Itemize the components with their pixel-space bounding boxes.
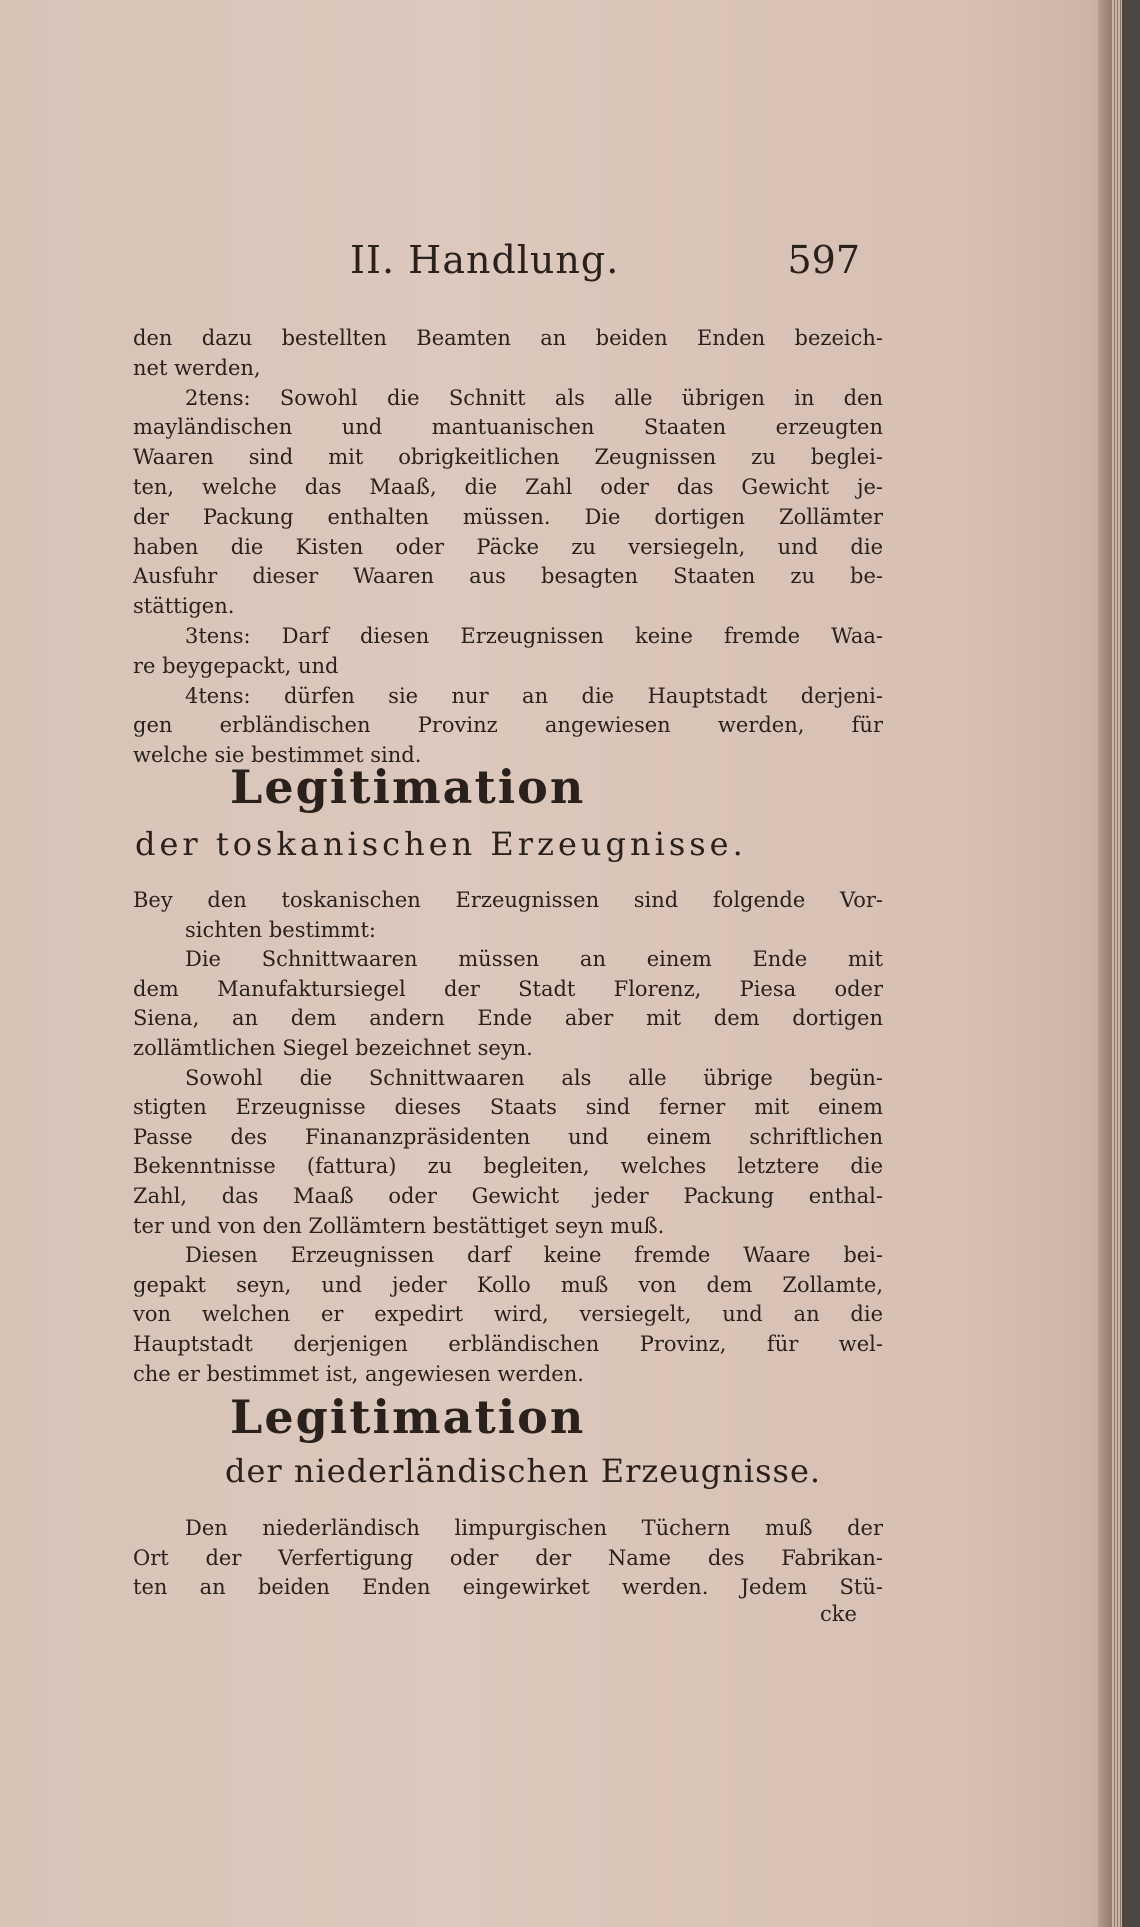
text-line: Diesen Erzeugnissen darf keine fremde Waare bei-: [185, 1243, 883, 1268]
section-subheading-2: der niederländischen Erzeugnisse.: [225, 1452, 822, 1490]
text-line: haben die Kisten oder Päcke zu versiegeln, und die: [133, 534, 883, 559]
text-line: sichten bestimmt:: [185, 917, 376, 942]
text-line: den dazu bestellten Beamten an beiden Enden bezeich-: [133, 326, 883, 350]
text-line: welche sie bestimmet sind.: [133, 743, 422, 768]
text-line: Den niederländisch limpurgischen Tüchern muß der: [185, 1516, 883, 1540]
text-line: Siena, an dem andern Ende aber mit dem dortigen: [133, 1006, 883, 1031]
text-line: Ort der Verfertigung oder der Name des Fabrikan-: [133, 1545, 883, 1570]
text-line: Bekenntnisse (fattura) zu begleiten, welches letztere die: [133, 1154, 883, 1179]
book-cover-edge: [1122, 0, 1140, 1927]
text-line: Hauptstadt derjenigen erbländischen Provinz, für wel-: [133, 1332, 883, 1356]
text-line: ten, welche das Maaß, die Zahl oder das Gewicht je-: [133, 475, 883, 499]
text-line: mayländischen und mantuanischen Staaten erzeugten: [133, 415, 883, 440]
page-fore-edge: [1112, 0, 1122, 1927]
text-line: stättigen.: [133, 594, 235, 619]
text-line: zollämtlichen Siegel bezeichnet seyn.: [133, 1036, 533, 1060]
text-line: ten an beiden Enden eingewirket werden. Jedem Stü-: [133, 1575, 883, 1600]
text-line: Waaren sind mit obrigkeitlichen Zeugnissen zu beglei-: [133, 445, 883, 470]
running-header: [130, 238, 860, 288]
page-number: 597: [787, 238, 860, 282]
text-line: Sowohl die Schnittwaaren als alle übrige begün-: [185, 1065, 883, 1090]
catchword: cke: [820, 1602, 857, 1626]
text-line: Ausfuhr dieser Waaren aus besagten Staaten zu be-: [133, 564, 883, 589]
text-line: gen erbländischen Provinz angewiesen werden, für: [133, 713, 883, 738]
text-line: der Packung enthalten müssen. Die dortigen Zollämter: [133, 504, 883, 529]
text-line: che er bestimmet ist, angewiesen werden.: [133, 1361, 584, 1386]
text-line: 3tens: Darf diesen Erzeugnissen keine fremde Waa-: [185, 624, 883, 648]
text-line: von welchen er expedirt wird, versiegelt, und an die: [133, 1302, 883, 1327]
section-subheading-1: der toskanischen Erzeugnisse.: [135, 825, 747, 863]
text-line: 4tens: dürfen sie nur an die Hauptstadt derjeni-: [185, 683, 883, 708]
text-line: Bey den toskanischen Erzeugnissen sind folgende Vor-: [133, 888, 883, 912]
running-title: II. Handlung.: [350, 238, 620, 282]
text-line: Die Schnittwaaren müssen an einem Ende mit: [185, 947, 883, 972]
text-line: dem Manufaktursiegel der Stadt Florenz, Piesa oder: [133, 976, 883, 1001]
text-line: Zahl, das Maaß oder Gewicht jeder Packung enthal-: [133, 1184, 883, 1208]
text-line: net werden,: [133, 355, 261, 380]
text-line: 2tens: Sowohl die Schnitt als alle übrigen in den: [185, 385, 883, 410]
text-line: stigten Erzeugnisse dieses Staats sind ferner mit einem: [133, 1095, 883, 1120]
text-line: ter und von den Zollämtern bestättiget seyn muß.: [133, 1213, 665, 1238]
text-line: Passe des Finananzpräsidenten und einem schriftlichen: [133, 1124, 883, 1149]
page-edge-shadow: [1098, 0, 1112, 1927]
text-line: re beygepackt, und: [133, 653, 339, 678]
section-heading-2: Legitimation: [230, 1390, 586, 1444]
text-line: gepakt seyn, und jeder Kollo muß von dem Zollamte,: [133, 1272, 883, 1297]
section-heading-1: Legitimation: [230, 760, 586, 814]
